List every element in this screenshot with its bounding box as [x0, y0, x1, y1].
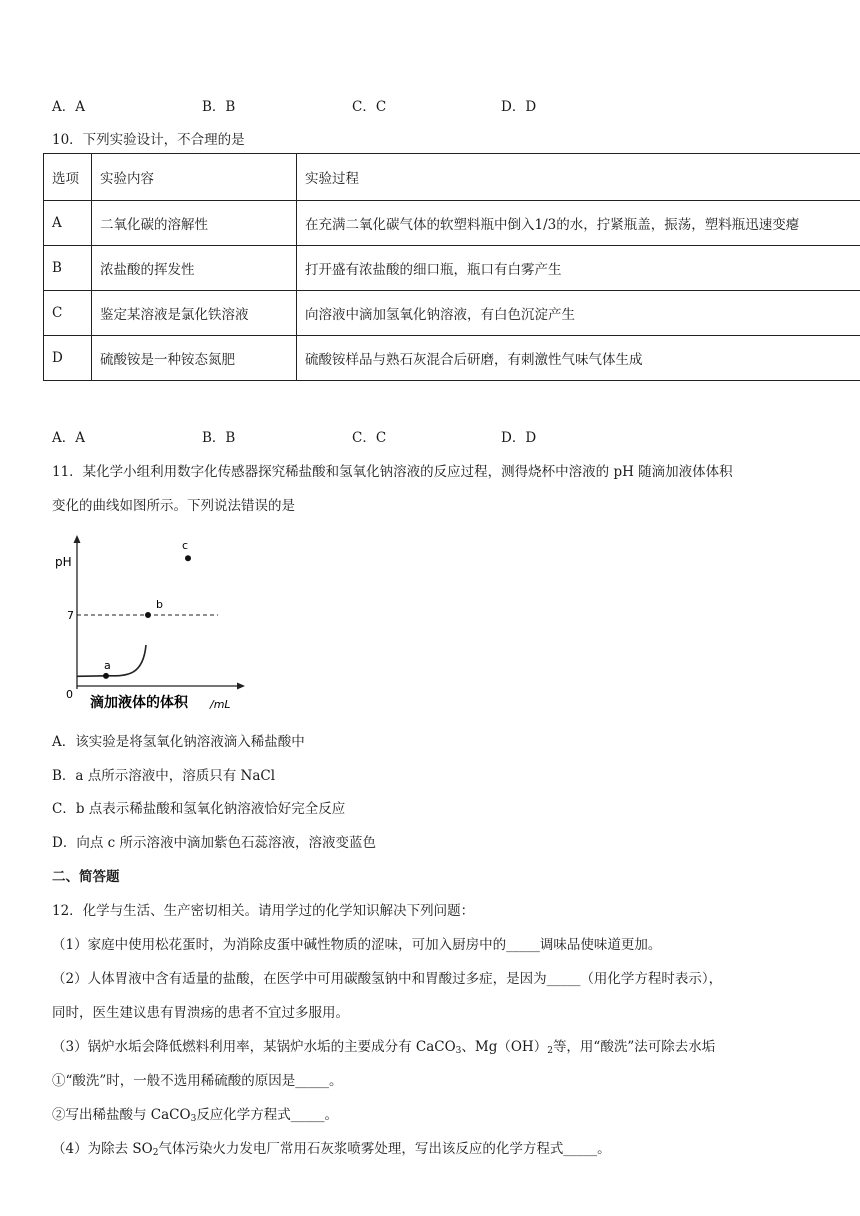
ph-titration-chart — [50, 532, 260, 717]
q10-option-a: A．A — [52, 430, 85, 446]
table-row — [44, 336, 860, 381]
q12-part4-text: 气体污染火力发电厂常用石灰浆喷雾处理，写出该反应的化学方程式_____。 — [158, 1141, 611, 1157]
ph-curve — [77, 645, 146, 676]
q9-option-c: C．C — [352, 99, 387, 115]
subscript: 3 — [455, 1046, 462, 1056]
q12-part3-text: 、Mg（OH） — [461, 1039, 548, 1055]
q11-option-d: D．向点 c 所示溶液中滴加紫色石蕊溶液，溶液变蓝色 — [52, 835, 376, 851]
table-header-cell: 实验内容 — [92, 154, 297, 201]
q10-stem: 10．下列实验设计，不合理的是 — [52, 132, 245, 148]
q12-part3-sub1: ①“酸洗”时，一般不选用稀硫酸的原因是_____。 — [52, 1073, 343, 1089]
table-cell: 在充满二氧化碳气体的软塑料瓶中倒入1/3的水，拧紧瓶盖，振荡，塑料瓶迅速变瘪 — [297, 201, 860, 246]
subscript: 2 — [547, 1046, 553, 1056]
table-cell: 二氧化碳的溶解性 — [92, 201, 297, 246]
q11-stem-line1: 11．某化学小组利用数字化传感器探究稀盐酸和氢氧化钠溶液的反应过程，测得烧杯中溶液的 pH 随滴加液体体积 — [52, 464, 733, 480]
q12-part1: （1）家庭中使用松花蛋时，为消除皮蛋中碱性物质的涩味，可加入厨房中的_____调味品使味道更加。 — [52, 937, 662, 953]
table-cell: 浓盐酸的挥发性 — [92, 246, 297, 291]
q12-part3-text: 等，用“酸洗”法可除去水垢 — [552, 1039, 716, 1055]
q11-option-c: C．b 点表示稀盐酸和氢氧化钠溶液恰好完全反应 — [52, 801, 346, 817]
x-axis-unit: /mL — [210, 698, 231, 711]
y-axis-arrow — [74, 535, 81, 543]
table-row — [44, 201, 860, 246]
table-cell: 硫酸铵是一种铵态氮肥 — [92, 336, 297, 381]
q10-option-d: D．D — [501, 430, 537, 446]
x-axis-arrow — [237, 683, 245, 690]
q12-stem: 12．化学与生活、生产密切相关。请用学过的化学知识解决下列问题： — [52, 903, 475, 919]
y-tick-label: 7 — [67, 609, 74, 622]
q10-option-b: B．B — [202, 430, 236, 446]
q11-option-b: B．a 点所示溶液中，溶质只有 NaCl — [52, 768, 276, 784]
subscript: 2 — [152, 1148, 159, 1158]
table-cell: 向溶液中滴加氢氧化钠溶液，有白色沉淀产生 — [297, 291, 860, 336]
q11-stem-line2: 变化的曲线如图所示。下列说法错误的是 — [52, 498, 295, 514]
point-a-label: a — [104, 658, 111, 672]
x-axis-label: 滴加液体的体积 — [90, 695, 188, 711]
q9-option-b: B．B — [202, 99, 236, 115]
origin-label: 0 — [66, 688, 73, 701]
point-b-label: b — [156, 598, 163, 611]
q12-part3 — [52, 1035, 715, 1056]
section-title: 二、简答题 — [52, 869, 120, 885]
table-header-row — [44, 154, 860, 201]
table-row — [44, 246, 860, 291]
table-cell: 硫酸铵样品与熟石灰混合后研磨，有刺激性气味气体生成 — [297, 336, 860, 381]
table-header-cell: 选项 — [44, 154, 92, 201]
table-cell: D — [44, 336, 92, 381]
q12-part4 — [52, 1137, 611, 1158]
point-a — [103, 673, 109, 679]
q12-part3-text: （3）锅炉水垢会降低燃料利用率，某锅炉水垢的主要成分有 CaCO — [52, 1039, 456, 1055]
y-axis-label: pH — [55, 555, 72, 569]
q12-part4-text: （4）为除去 SO — [52, 1141, 153, 1157]
q10-table — [43, 153, 860, 381]
table-cell: 打开盛有浓盐酸的细口瓶，瓶口有白雾产生 — [297, 246, 860, 291]
q9-option-a: A．A — [52, 99, 85, 115]
table-cell: 鉴定某溶液是氯化铁溶液 — [92, 291, 297, 336]
q11-option-a: A．该实验是将氢氧化钠溶液滴入稀盐酸中 — [52, 734, 305, 750]
table-cell: B — [44, 246, 92, 291]
q10-options — [52, 426, 652, 446]
table-header-cell: 实验过程 — [297, 154, 860, 201]
subscript: 3 — [190, 1114, 197, 1124]
point-b — [145, 612, 151, 618]
table-row — [44, 291, 860, 336]
table-cell: A — [44, 201, 92, 246]
q12-part3-sub2-text: ②写出稀盐酸与 CaCO — [52, 1107, 191, 1123]
q9-options — [52, 95, 652, 115]
q12-part2-line2: 同时，医生建议患有胃溃疡的患者不宜过多服用。 — [52, 1005, 349, 1021]
q12-part3-sub2 — [52, 1103, 338, 1124]
q9-option-d: D．D — [501, 99, 537, 115]
q12-part2-line1: （2）人体胃液中含有适量的盐酸，在医学中可用碳酸氢钠中和胃酸过多症，是因为_____（用化学方程时表示）， — [52, 971, 723, 987]
q12-part3-sub2-text: 反应化学方程式_____。 — [196, 1107, 339, 1123]
table-cell: C — [44, 291, 92, 336]
q10-option-c: C．C — [352, 430, 387, 446]
point-c — [185, 555, 191, 561]
point-c-label: c — [182, 539, 189, 553]
